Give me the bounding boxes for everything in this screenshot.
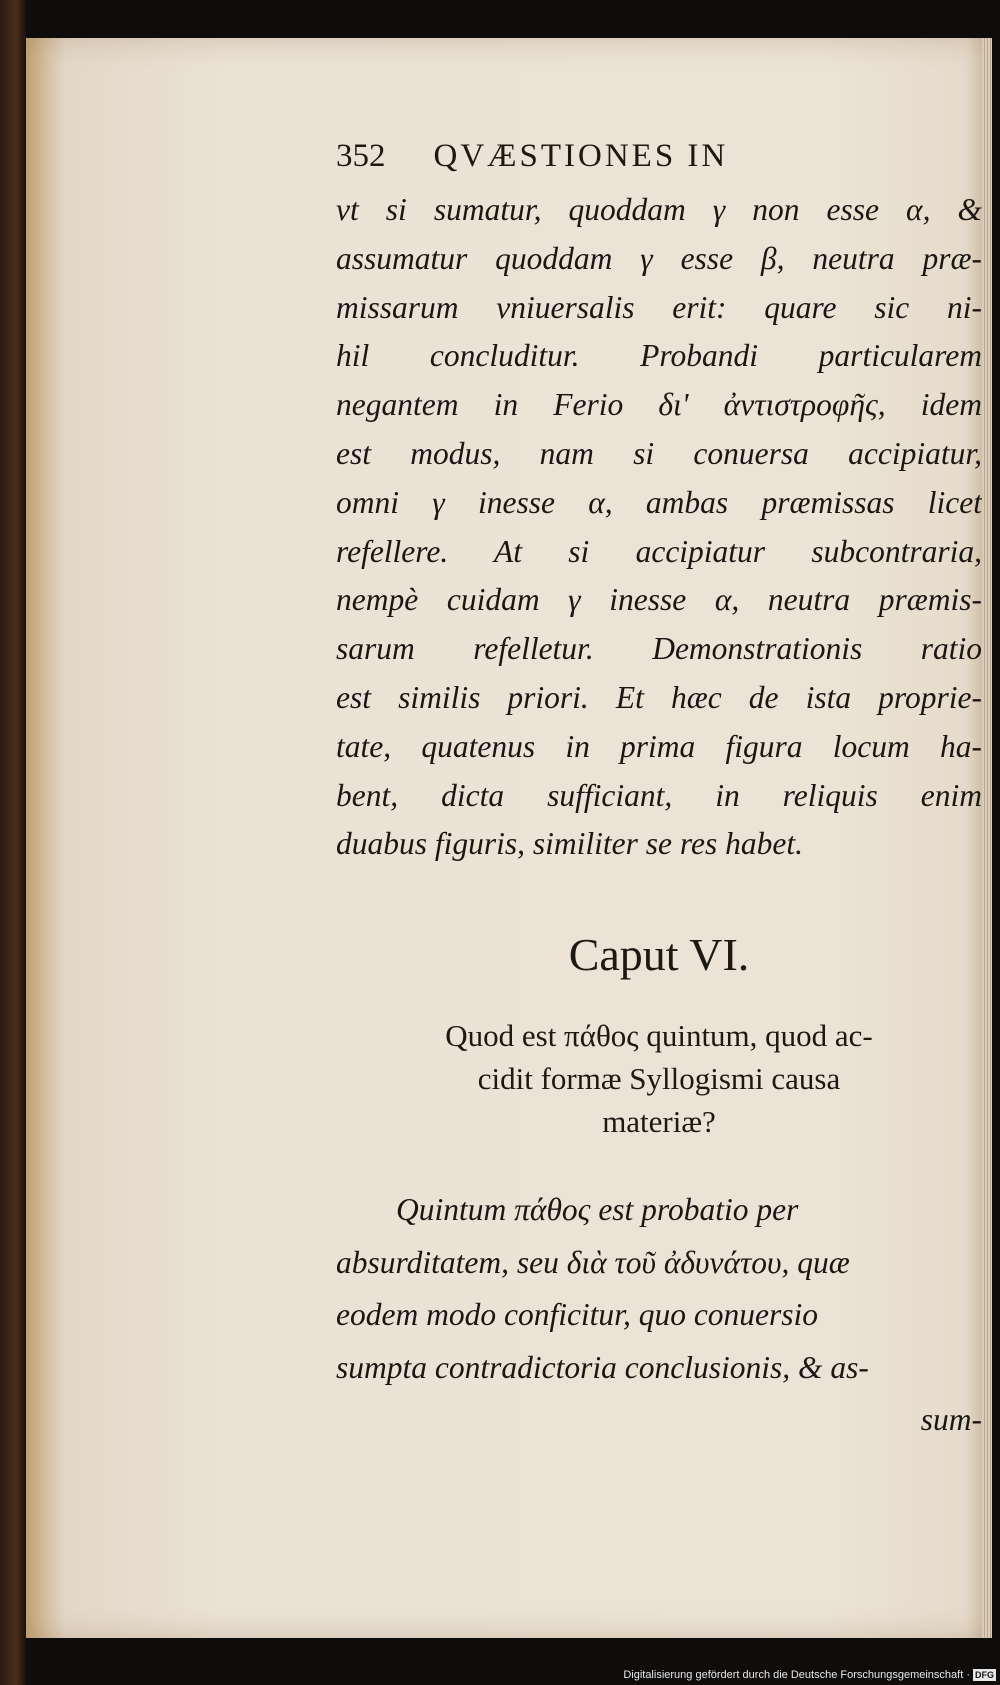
chapter-text-block <box>336 1184 982 1447</box>
book-spine <box>0 0 26 1685</box>
page-edge <box>982 38 992 1638</box>
text-line: est modus, nam si conuersa accipiatur, <box>336 435 982 471</box>
digitization-footer <box>0 1665 996 1685</box>
text-line: Quintum πάθος est probatio per <box>396 1192 799 1227</box>
running-header <box>336 138 976 184</box>
text-line: est similis priori. Et hæc de ista proprie- <box>336 679 982 715</box>
text-line: sumpta contradictoria conclusionis, & as- <box>336 1349 869 1385</box>
text-line: eodem modo conficitur, quo conuersio <box>336 1297 819 1332</box>
main-text-block <box>336 186 982 869</box>
text-line: negantem in Ferio δι' ἀντιστροφῆς, idem <box>336 387 982 423</box>
text-line: nempè cuidam γ inesse α, neutra præmis- <box>336 582 982 618</box>
running-title: QVÆSTIONES IN <box>433 138 729 174</box>
page-number: 352 <box>336 138 386 174</box>
text-line: sarum refelletur. Demonstrationis ratio <box>336 631 982 667</box>
text-line: vt si sumatur, quoddam γ non esse α, & <box>336 192 982 227</box>
text-line: bent, dicta sufficiant, in reliquis enim <box>336 777 982 813</box>
text-line: duabus figuris, similiter se res habet. <box>336 826 803 862</box>
text-line: omni γ inesse α, ambas præmissas licet <box>336 484 982 520</box>
catchword: sum- <box>920 1402 982 1437</box>
subtitle-line: materiæ? <box>602 1104 716 1139</box>
footer-text: Digitalisierung gefördert durch die Deutsche Forschungsgemeinschaft · <box>623 1669 970 1681</box>
dfg-logo: DFG <box>975 1670 994 1680</box>
text-line: refellere. At si accipiatur subcontraria, <box>336 533 982 569</box>
chapter-subtitle <box>336 1014 982 1143</box>
text-line: absurditatem, seu διὰ τοῦ ἀδυνάτου, quæ <box>336 1244 850 1280</box>
text-line: hil concluditur. Probandi particularem <box>336 338 982 374</box>
text-line: tate, quatenus in prima figura locum ha- <box>336 728 982 764</box>
subtitle-line: cidit formæ Syllogismi causa <box>477 1061 841 1096</box>
chapter-heading: Caput VI. <box>568 929 750 980</box>
subtitle-line: Quod est πάθος quintum, quod ac- <box>445 1018 873 1053</box>
text-line: missarum vniuersalis erit: quare sic ni- <box>336 289 982 325</box>
text-line: assumatur quoddam γ esse β, neutra præ- <box>336 240 982 276</box>
